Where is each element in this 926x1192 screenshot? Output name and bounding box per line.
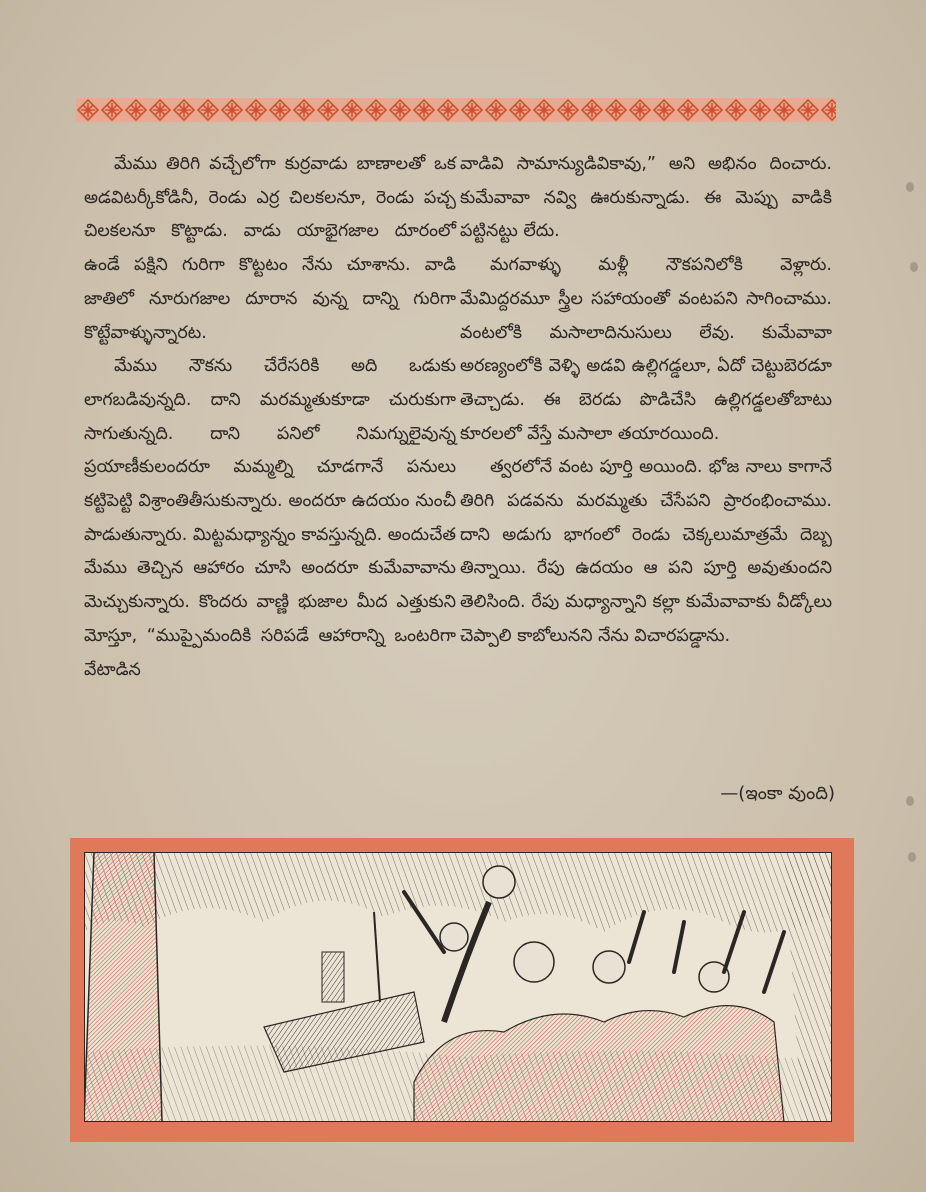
ornament-star — [513, 103, 527, 117]
ornament-star — [801, 103, 815, 117]
ornament-star — [345, 103, 359, 117]
ornament-star — [753, 103, 767, 117]
ornament-star — [777, 103, 791, 117]
right-paragraph-3: త్వరలోనే వంట పూర్తి అయింది. భోజ నాలు కాగానే తిరిగి పడవను మరమ్మతు చేసేపని ప్రారంభించాము. దాని అడుగు భాగంలో రెండు చెక్కలుమాత్రమే దెబ్బ తిన్నాయి. రేపు ఉదయం ఆ పని పూర్తి అవుతుందని తెలిసింది. రేపు మధ్యాన్నాని కల్లా కుమేవావాకు వీడ్కోలు చెప్పాలి కాబోలునని నేను విచారపడ్డాను. — [460, 457, 832, 646]
ornament-star — [465, 103, 479, 117]
ornament-star — [297, 103, 311, 117]
ornament-star — [177, 103, 191, 117]
ornament-star — [537, 103, 551, 117]
star-ornament-icon — [76, 97, 836, 123]
right-paragraph-1: వాడివి సామాన్యుడివికావు,” అని అభినం దించారు. కుమేవావా నవ్వి ఊరుకున్నాడు. ఈ మెప్పు వాడికి పట్టినట్టు లేదు. — [460, 154, 832, 242]
left-paragraph-2: మేము నౌకను చేరేసరికి అది ఒడుకు లాగబడివున్నది. దాని మరమ్మతుకూడా చురుకుగా సాగుతున్నది. దాని పనిలో నిమగ్నులైవున్న ప్రయాణీకులందరూ మమ్మల్ని చూడగానే పనులు కట్టిపెట్టి విశ్రాంతితీసుకున్నారు. అందరూ ఉదయం నుంచీ పాడుతున్నారు. మిట్టమధ్యాన్నం కావస్తున్నది. అందుచేత మేము తెచ్చిన ఆహారం చూసి అందరూ కుమేవావాను మెచ్చుకున్నారు. కొందరు వాణ్ణి భుజాల మీద ఎత్తుకుని మోస్తూ, “ముప్పైమందికి సరిపడే ఆహారాన్ని ఒంటరిగా వేటాడిన — [84, 356, 456, 680]
ornament-star — [321, 103, 335, 117]
left-paragraph-1: మేము తిరిగి వచ్చేలోగా కుర్రవాడు బాణాలతో ఒక అడవిటర్కీకోడినీ, రెండు ఎర్ర చిలకలనూ, రెండు పచ్చ చిలకలనూ కొట్టాడు. వాడు యాభైగజాల దూరంలో ఉండే పక్షిని గురిగా కొట్టటం నేను చూశాను. వాడి జాతిలో నూరుగజాల దూరాన వున్న దాన్ని గురిగా కొట్టేవాళ్ళున్నారట. — [84, 154, 456, 343]
ornament-star — [249, 103, 263, 117]
ornament-star — [81, 103, 95, 117]
right-paragraph-2: మగవాళ్ళు మళ్లీ నౌకపనిలోకి వెళ్లారు. మేమిద్దరమూ స్త్రీల సహాయంతో వంటపని సాగించాము. వంటలోకి మసాలాదినుసులు లేవు. కుమేవావా అరణ్యంలోకి వెళ్ళి అడవి ఉల్లిగడ్డలూ, ఏదో చెట్టుబెరడూ తెచ్చాడు. ఈ బెరడు పొడిచేసి ఉల్లిగడ్డలతోబాటు కూరలలో వేస్తే మసాలా తయారయింది. — [460, 255, 832, 444]
ornament-star — [489, 103, 503, 117]
ornament-star — [129, 103, 143, 117]
ornament-star — [225, 103, 239, 117]
ornament-star — [657, 103, 671, 117]
illustration-icon — [84, 852, 832, 1122]
ornament-star — [153, 103, 167, 117]
ornament-star — [105, 103, 119, 117]
ornament-star — [585, 103, 599, 117]
ornament-star — [441, 103, 455, 117]
ornament-star — [273, 103, 287, 117]
ornament-star — [561, 103, 575, 117]
ornament-star — [201, 103, 215, 117]
ornament-star — [417, 103, 431, 117]
ornament-star — [705, 103, 719, 117]
ship-and-crowd-illustration — [84, 852, 832, 1122]
ornament-star — [681, 103, 695, 117]
ornament-star — [609, 103, 623, 117]
ornament-star — [369, 103, 383, 117]
ornament-star — [393, 103, 407, 117]
to-be-continued-note: —(ఇంకా వుంది) — [720, 783, 835, 804]
ornament-star — [633, 103, 647, 117]
ornament-star — [729, 103, 743, 117]
ornamental-border — [76, 97, 836, 123]
left-text-column — [84, 148, 456, 687]
right-text-column — [460, 148, 832, 654]
